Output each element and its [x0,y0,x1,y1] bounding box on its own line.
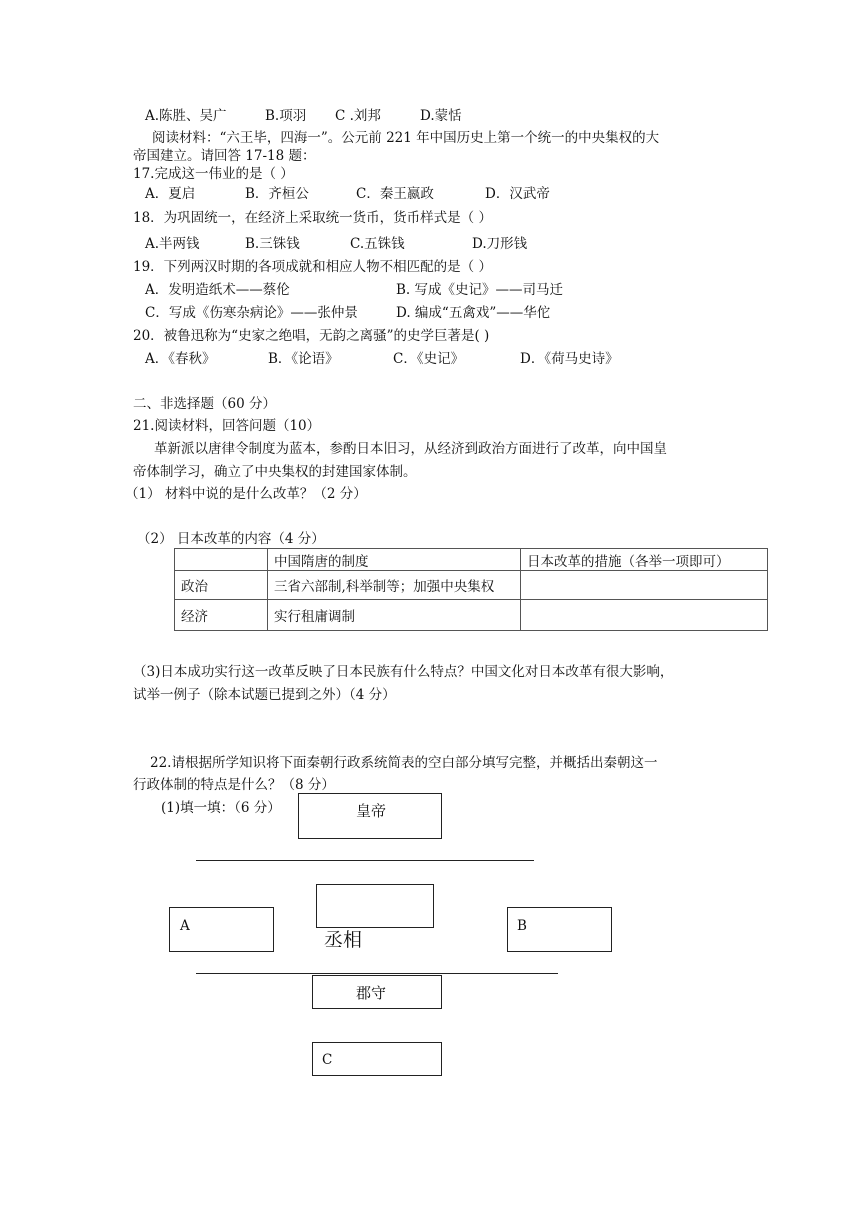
q22-stem-line2: 行政体制的特点是什么？（8 分） [133,777,335,793]
q20-option-b: B．《论语》 [268,351,339,367]
q16-option-a: A.陈胜、吴广 [145,108,227,124]
q17-stem: 17.完成这一伟业的是（ ） [133,166,294,182]
q19-option-c: C．写成《伤寒杂病论》——张仲景 [145,305,358,321]
table-row [175,571,768,600]
q18-option-c: C.五铢钱 [350,236,405,252]
q17-option-a: A．夏启 [145,186,196,202]
reading-intro-line1: 阅读材料：“六王毕，四海一”。公元前 221 年中国历史上第一个统一的中央集权的大 [152,130,660,146]
q21-stem: 21.阅读材料，回答问题（10） [133,418,321,434]
table-cell: 经济 [175,600,268,631]
q21-sub3-line1: （3)日本成功实行这一改革反映了日本民族有什么特点？中国文化对日本改革有很大影响， [133,664,674,680]
q16-option-d: D.蒙恬 [420,108,462,124]
q19-stem: 19．下列两汉时期的各项成就和相应人物不相匹配的是（ ） [133,259,492,275]
table-cell: 实行租庸调制 [268,600,521,631]
q21-material-line2: 帝体制学习，确立了中央集权的封建国家体制。 [133,464,417,480]
q22-sub1: (1)填一填：（6 分） [161,800,281,816]
q21-material-line1: 革新派以唐律令制度为蓝本，参酌日本旧习，从经济到政治方面进行了改革，向中国皇 [154,441,667,457]
table-header-cell [175,549,268,571]
q20-option-a: A．《春秋》 [145,351,216,367]
table-answer-cell[interactable] [521,600,768,631]
answer-box-a-label: A [180,918,190,934]
emperor-label: 皇帝 [356,802,387,820]
q18-option-b: B.三铢钱 [245,236,300,252]
table-header-cell: 日本改革的措施（各举一项即可） [521,549,768,571]
connector-line-top [196,860,534,861]
q16-option-c: C .刘邦 [335,108,381,124]
table-row [175,600,768,631]
q21-sub2: （2） 日本改革的内容（4 分） [137,531,325,547]
prefect-label: 郡守 [356,984,387,1002]
table-cell: 政治 [175,571,268,600]
q16-option-b: B.项羽 [265,108,307,124]
chancellor-label: 丞相 [324,929,363,951]
table-answer-cell[interactable] [521,571,768,600]
connector-line-bottom [196,973,558,974]
table-cell: 三省六部制,科举制等；加强中央集权 [268,571,521,600]
q20-option-d: D．《荷马史诗》 [520,351,619,367]
japan-reform-table [174,548,768,631]
q21-sub3-line2: 试举一例子（除本试题已提到之外）（4 分） [133,687,396,703]
answer-box-b-label: B [517,918,527,934]
q17-option-d: D．汉武帝 [485,186,550,202]
q18-option-a: A.半两钱 [145,236,200,252]
table-header-row [175,549,768,571]
q17-option-b: B．齐桓公 [245,186,309,202]
section2-heading: 二、非选择题（60 分） [133,396,276,412]
reading-intro-line2: 帝国建立。请回答 17-18 题： [133,148,316,164]
table-header-cell: 中国隋唐的制度 [268,549,521,571]
answer-box-c-label: C [322,1052,333,1068]
q20-option-c: C．《史记》 [393,351,465,367]
q19-option-b: B. 写成《史记》——司马迁 [396,282,564,298]
q18-stem: 18．为巩固统一，在经济上采取统一货币，货币样式是（ ） [133,210,492,226]
q20-stem: 20．被鲁迅称为“史家之绝唱，无韵之离骚”的史学巨著是( ) [133,328,490,344]
q21-sub1: （1） 材料中说的是什么改革？（2 分） [125,486,367,502]
q22-stem-line1: 22.请根据所学知识将下面秦朝行政系统简表的空白部分填写完整，并概括出秦朝这一 [150,755,658,771]
q17-option-c: C．秦王嬴政 [356,186,434,202]
q18-option-d: D.刀形钱 [472,236,528,252]
q19-option-d: D. 编成“五禽戏”——华佗 [396,305,551,321]
chancellor-box [316,884,434,928]
q19-option-a: A．发明造纸术——蔡伦 [145,282,290,298]
